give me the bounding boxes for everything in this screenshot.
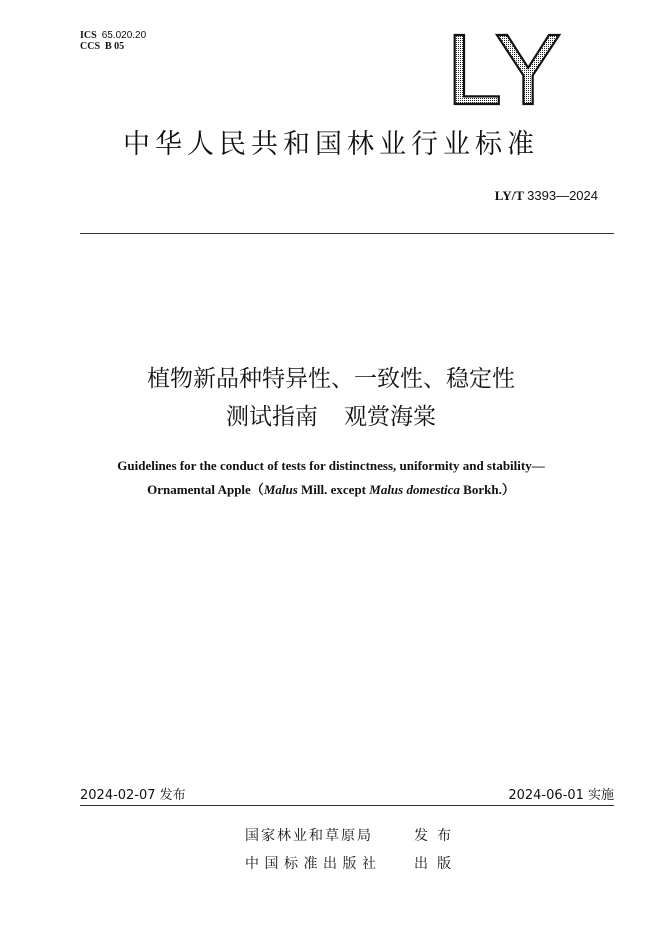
title-en-line1: Guidelines for the conduct of tests for distinctness, uniformity and stability— xyxy=(117,458,545,473)
title-en-a: Ornamental Apple（ xyxy=(147,482,264,497)
standard-category: 中华人民共和国林业行业标准 xyxy=(123,129,539,160)
bottom-divider xyxy=(80,805,614,806)
title-en-e: Borkh.） xyxy=(459,482,515,497)
ly-logo-text: LY xyxy=(446,18,562,110)
title-en-genus: Malus xyxy=(263,482,298,497)
title-en-c: Mill. except xyxy=(297,482,370,497)
title-zh-line1: 植物新品种特异性、一致性、稳定性 xyxy=(147,366,515,392)
ccs-label: CCS xyxy=(80,41,101,52)
publisher-action-1: 发布 xyxy=(414,828,460,844)
ics-row xyxy=(80,30,146,41)
title-en-species: Malus domestica xyxy=(369,482,460,497)
standard-number xyxy=(495,188,598,204)
ly-logo xyxy=(444,18,564,110)
ics-code: 65.020.20 xyxy=(101,30,147,41)
title-zh-part2: 观赏海棠 xyxy=(344,404,436,430)
top-divider xyxy=(80,233,614,234)
publisher-action-2: 出版 xyxy=(414,856,460,872)
issue-date: 2024-02-07 发布 xyxy=(80,788,186,803)
title-zh-line2 xyxy=(0,398,662,431)
implement-date: 2024-06-01 实施 xyxy=(508,788,614,803)
ccs-row xyxy=(80,41,146,52)
title-en-line2 xyxy=(0,479,662,498)
ics-label: ICS xyxy=(80,30,97,41)
ccs-code: B 05 xyxy=(105,41,125,52)
publisher-org-2: 中国标准出版社 xyxy=(245,856,382,872)
standard-number-prefix: LY/T xyxy=(494,188,524,203)
standard-number-value: 3393—2024 xyxy=(527,188,598,203)
publisher-org-1: 国家林业和草原局 xyxy=(245,828,373,844)
classification-codes xyxy=(80,30,146,52)
title-zh-part1: 测试指南 xyxy=(226,404,318,430)
